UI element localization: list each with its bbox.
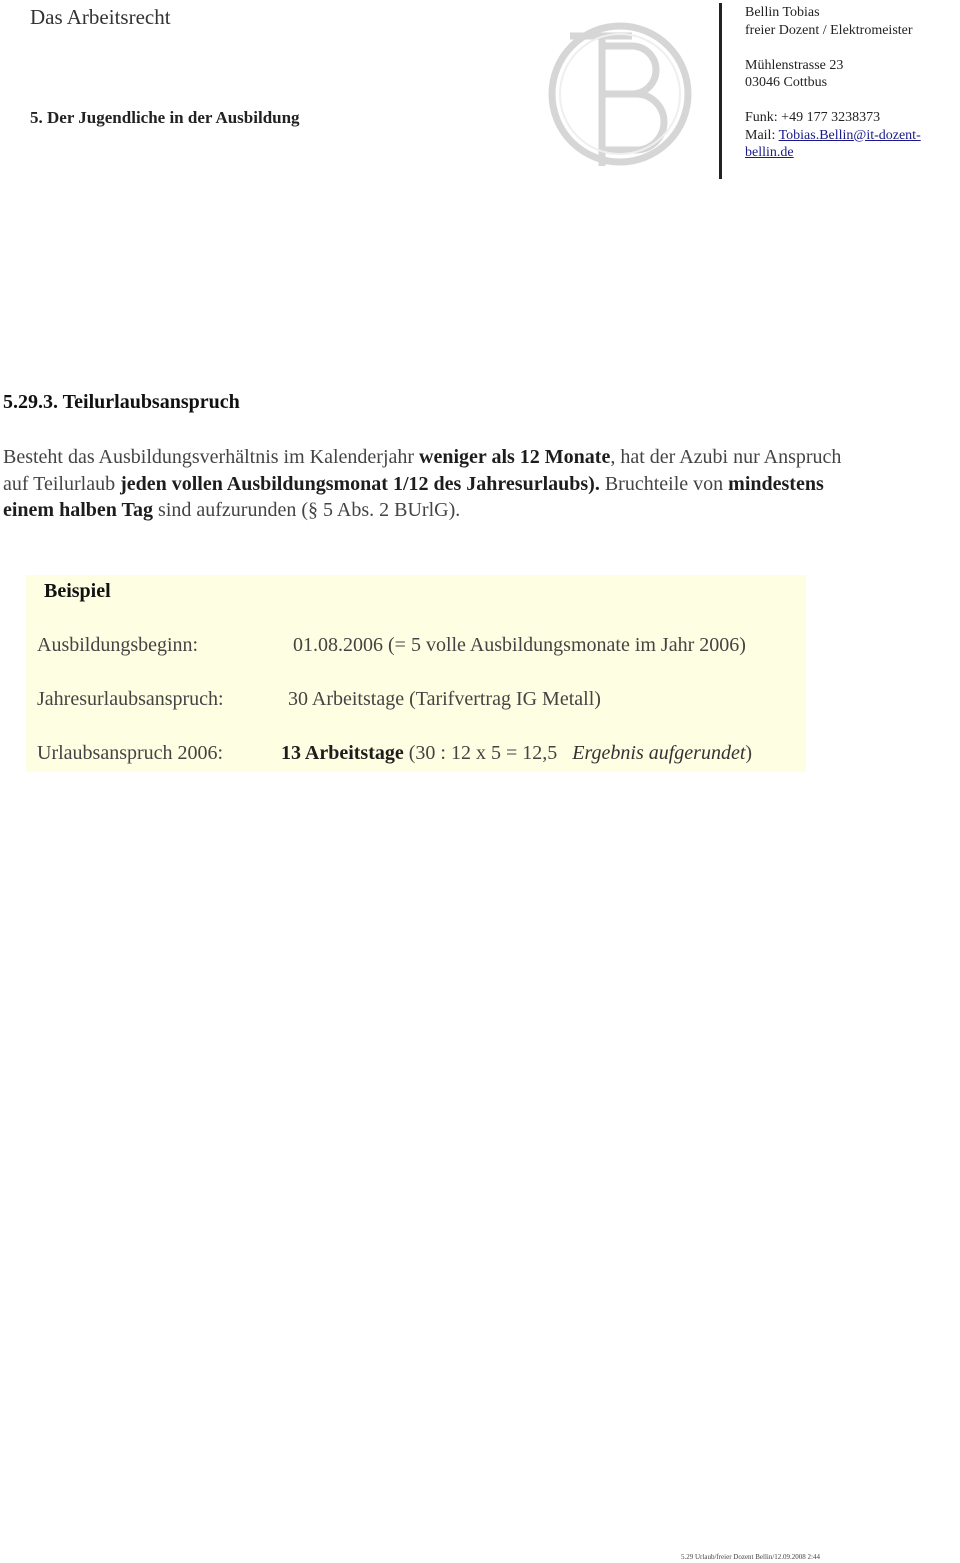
example-value-2006 <box>281 742 752 765</box>
para-bold: weniger als 12 Monate <box>419 446 611 468</box>
section-paragraph <box>3 444 853 524</box>
para-text: Besteht das Ausbildungsverhältnis im Kalenderjahr <box>3 446 420 468</box>
contact-name: Bellin Tobias <box>745 5 820 20</box>
example-label-start: Ausbildungsbeginn: <box>37 634 199 656</box>
contact-phone: Funk: +49 177 3238373 <box>745 110 881 125</box>
tb-logo-watermark <box>540 6 700 181</box>
example-value-bold: 13 Arbeitstage <box>281 742 404 764</box>
example-value-annual: 30 Arbeitstage (Tarifvertrag IG Metall) <box>288 688 601 710</box>
contact-block <box>745 4 960 162</box>
section-heading: 5.29.3. Teilurlaubsanspruch <box>3 391 240 413</box>
example-label-2006: Urlaubsanspruch 2006: <box>37 742 224 764</box>
contact-mail-label: Mail: <box>745 127 779 143</box>
contact-street: Mühlenstrasse 23 <box>745 57 844 73</box>
example-title: Beispiel <box>44 580 111 602</box>
header-divider <box>719 3 722 179</box>
contact-role: freier Dozent / Elektromeister <box>745 22 913 38</box>
para-text: Bruchteile von <box>599 472 729 495</box>
contact-city: 03046 Cottbus <box>745 75 828 90</box>
document-title: Das Arbeitsrecht <box>30 5 171 29</box>
example-label-annual: Jahresurlaubsanspruch: <box>37 688 224 710</box>
example-value-calc: (30 : 12 x 5 = 12,5 <box>403 742 573 764</box>
example-value-end: ) <box>745 742 753 764</box>
page-footer: 5.29 Urlaub/freier Dozent Bellin/12.09.2008 2:44 <box>681 1553 820 1561</box>
para-bold: mindestens einem halben Tag <box>3 472 824 521</box>
example-value-italic: Ergebnis aufgerundet <box>572 742 746 764</box>
para-text: , hat der Azubi nur Anspruch auf Teilurlaub <box>3 446 842 495</box>
contact-mail-row <box>745 127 960 162</box>
para-text: sind aufzurunden (§ 5 Abs. 2 BUrlG). <box>153 499 461 521</box>
chapter-title: 5. Der Jugendliche in der Ausbildung <box>30 108 300 127</box>
para-bold: jeden vollen Ausbildungsmonat 1/12 des Jahresurlaubs). <box>120 472 600 495</box>
example-value-start: 01.08.2006 (= 5 volle Ausbildungsmonate im Jahr 2006) <box>293 634 746 656</box>
contact-mail-link[interactable]: Tobias.Bellin@it-dozent-bellin.de <box>745 127 921 160</box>
